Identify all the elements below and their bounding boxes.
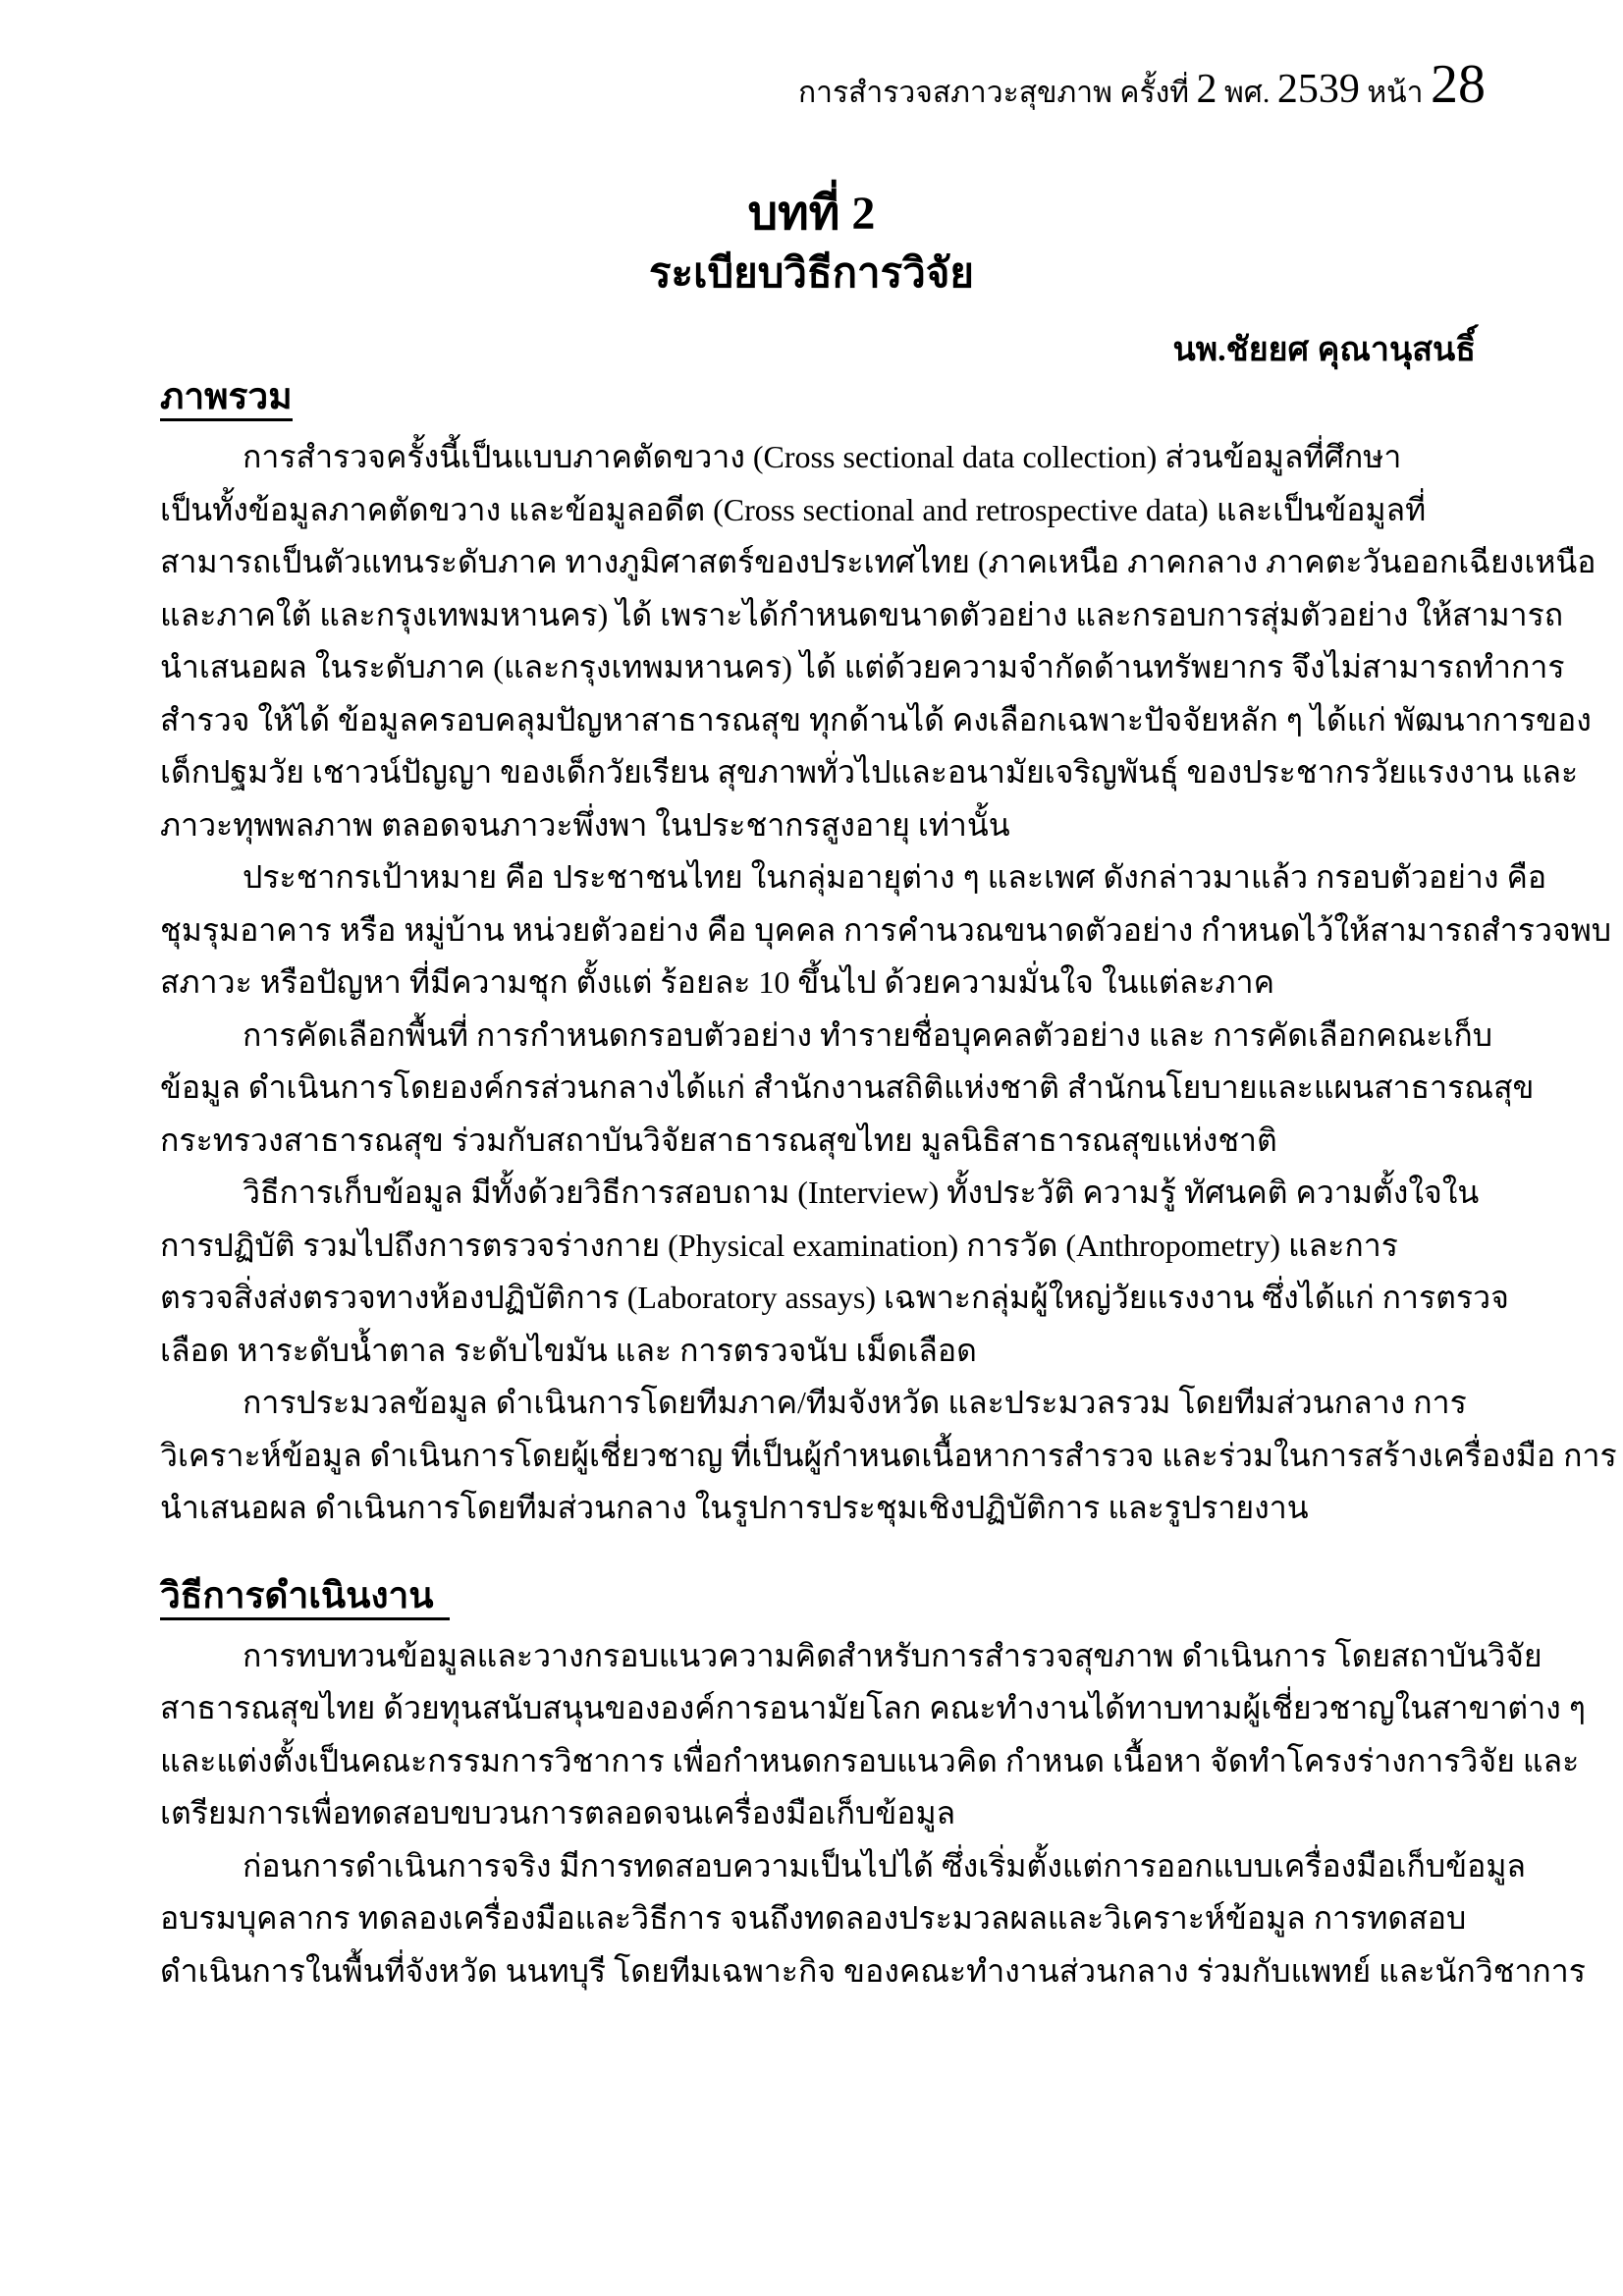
document-sections — [160, 377, 1617, 1997]
text-line: การประมวลข้อมูล ดำเนินการโดยทีมภาค/ทีมจังหวัด และประมวลรวม โดยทีมส่วนกลาง การ — [243, 1385, 1467, 1420]
document-section — [160, 377, 1617, 1535]
text-line: ดำเนินการในพื้นที่จังหวัด นนทบุรี โดยทีมเฉพาะกิจ ของคณะทำงานส่วนกลาง ร่วมกับแพทย์ และนักวิชาการ — [160, 1952, 1586, 1989]
section-heading-row — [160, 379, 1481, 421]
header-text: การสำรวจสภาวะสุขภาพ ครั้งที่ — [798, 77, 1197, 109]
text-line: อบรมบุคลากร ทดลองเครื่องมือและวิธีการ จนถึงทดลองประมวลผลและวิเคราะห์ข้อมูล การทดสอบ — [160, 1900, 1467, 1936]
text-line: วิธีการเก็บข้อมูล มีทั้งด้วยวิธีการสอบถาม (Interview) ทั้งประวัติ ความรู้ ทัศนคติ ความตั้งใจใน — [243, 1175, 1480, 1210]
text-line: วิเคราะห์ข้อมูล ดำเนินการโดยผู้เชี่ยวชาญ ที่เป็นผู้กำหนดเนื้อหาการสำรวจ และร่วมในการสร้างเครื่องมือ การ — [160, 1437, 1617, 1473]
text-line: เด็กปฐมวัย เชาวน์ปัญญา ของเด็กวัยเรียน สุขภาพทั่วไปและอนามัยเจริญพันธุ์ ของประชากรวัยแรงงาน และ — [160, 754, 1579, 790]
text-line: สภาวะ หรือปัญหา ที่มีความชุก ตั้งแต่ ร้อยละ 10 ขึ้นไป ด้วยความมั่นใจ ในแต่ละภาค — [160, 964, 1274, 1000]
paragraph — [160, 1377, 1617, 1535]
chapter-title: บทที่ 2 — [747, 188, 876, 240]
text-line: ชุมรุมอาคาร หรือ หมู่บ้าน หน่วยตัวอย่าง คือ บุคคล การคำนวณขนาดตัวอย่าง กำหนดไว้ให้สามารถสำรวจพบ — [160, 911, 1612, 948]
text-line: ประชากรเป้าหมาย คือ ประชาชนไทย ในกลุ่มอายุต่าง ๆ และเพศ ดังกล่าวมาแล้ว กรอบตัวอย่าง คือ — [243, 859, 1547, 895]
text-line: สำรวจ ให้ได้ ข้อมูลครอบคลุมปัญหาสาธารณสุข ทุกด้านได้ คงเลือกเฉพาะปัจจัยหลัก ๆ ได้แก่ พัฒนาการของ — [160, 701, 1592, 738]
paragraph — [160, 1630, 1586, 1840]
text-line: ตรวจสิ่งส่งตรวจทางห้องปฏิบัติการ (Laboratory assays) เฉพาะกลุ่มผู้ใหญ่วัยแรงงาน ซึ่งได้แก่ การตรวจ — [160, 1280, 1509, 1315]
paragraph — [160, 851, 1612, 1010]
paragraph — [160, 1167, 1509, 1377]
section-heading-row — [160, 1575, 1481, 1620]
report-subtitle: ระเบียบวิธีการวิจัย — [649, 251, 974, 298]
text-line: ภาวะทุพพลภาพ ตลอดจนภาวะพึ่งพา ในประชากรสูงอายุ เท่านั้น — [160, 806, 1010, 843]
text-line: นำเสนอผล ในระดับภาค (และกรุงเทพมหานคร) ได้ แต่ด้วยความจำกัดด้านทรัพยากร จึงไม่สามารถทำการ — [160, 649, 1565, 684]
author-byline: นพ.ชัยยศ คุณานุสนธิ์ — [1172, 332, 1476, 368]
text-line: ก่อนการดำเนินการจริง มีการทดสอบความเป็นไปได้ ซึ่งเริ่มตั้งแต่การออกแบบเครื่องมือเก็บข้อมูล — [243, 1847, 1527, 1884]
text-line: เตรียมการเพื่อทดสอบขบวนการตลอดจนเครื่องมือเก็บข้อมูล — [160, 1795, 956, 1831]
text-line: และแต่งตั้งเป็นคณะกรรมการวิชาการ เพื่อกำหนดกรอบแนวคิด กำหนด เนื้อหา จัดทำโครงร่างการวิจัย และ — [160, 1742, 1580, 1778]
text-line: เป็นทั้งข้อมูลภาคตัดขวาง และข้อมูลอดีต (Cross sectional and retrospective data) และเป็นข้อมูลที่ — [160, 491, 1427, 527]
document-section — [160, 1575, 1586, 1998]
text-line: ข้อมูล ดำเนินการโดยองค์กรส่วนกลางได้แก่ สำนักงานสถิติแห่งชาติ สำนักนโยบายและแผนสาธารณสุข — [160, 1069, 1535, 1105]
header-survey-number: 2 — [1196, 67, 1217, 112]
header-text: พศ. — [1217, 77, 1277, 109]
text-line: การสำรวจครั้งนี้เป็นแบบภาคตัดขวาง (Cross sectional data collection) ส่วนข้อมูลที่ศึกษา — [243, 439, 1402, 474]
section-heading: ภาพรวม — [160, 379, 293, 421]
text-line: สามารถเป็นตัวแทนระดับภาค ทางภูมิศาสตร์ของประเทศไทย (ภาคเหนือ ภาคกลาง ภาคตะวันออกเฉียงเหนือ — [160, 544, 1596, 579]
text-line: สาธารณสุขไทย ด้วยทุนสนับสนุนขององค์การอนามัยโลก คณะทำงานได้ทาบทามผู้เชี่ยวชาญในสาขาต่าง ๆ — [160, 1690, 1586, 1725]
text-line: การทบทวนข้อมูลและวางกรอบแนวความคิดสำหรับการสำรวจสุขภาพ ดำเนินการ โดยสถาบันวิจัย — [243, 1637, 1542, 1673]
text-line: กระทรวงสาธารณสุข ร่วมกับสถาบันวิจัยสาธารณสุขไทย มูลนิธิสาธารณสุขแห่งชาติ — [160, 1121, 1277, 1158]
section-heading: วิธีการดำเนินงาน — [160, 1578, 450, 1620]
text-line: และภาคใต้ และกรุงเทพมหานคร) ได้ เพราะได้กำหนดขนาดตัวอย่าง และกรอบการสุ่มตัวอย่าง ให้สามารถ — [160, 596, 1564, 632]
header-year: 2539 — [1276, 67, 1360, 112]
title-block — [0, 187, 1623, 298]
text-line: นำเสนอผล ดำเนินการโดยทีมส่วนกลาง ในรูปการประชุมเชิงปฏิบัติการ และรูปรายงาน — [160, 1490, 1309, 1525]
text-line: เลือด หาระดับน้ำตาล ระดับไขมัน และ การตรวจนับ เม็ดเลือด — [160, 1332, 977, 1368]
page-number: 28 — [1431, 54, 1486, 115]
header-text: หน้า — [1359, 77, 1431, 109]
text-line: การปฏิบัติ รวมไปถึงการตรวจร่างกาย (Physical examination) การวัด (Anthropometry) และการ — [160, 1227, 1398, 1263]
paragraph — [160, 431, 1596, 851]
text-line: การคัดเลือกพื้นที่ การกำหนดกรอบตัวอย่าง ทำรายชื่อบุคคลตัวอย่าง และ การคัดเลือกคณะเก็บ — [243, 1016, 1493, 1053]
page-header — [798, 54, 1486, 115]
paragraph — [160, 1840, 1586, 1998]
paragraph — [160, 1010, 1535, 1168]
